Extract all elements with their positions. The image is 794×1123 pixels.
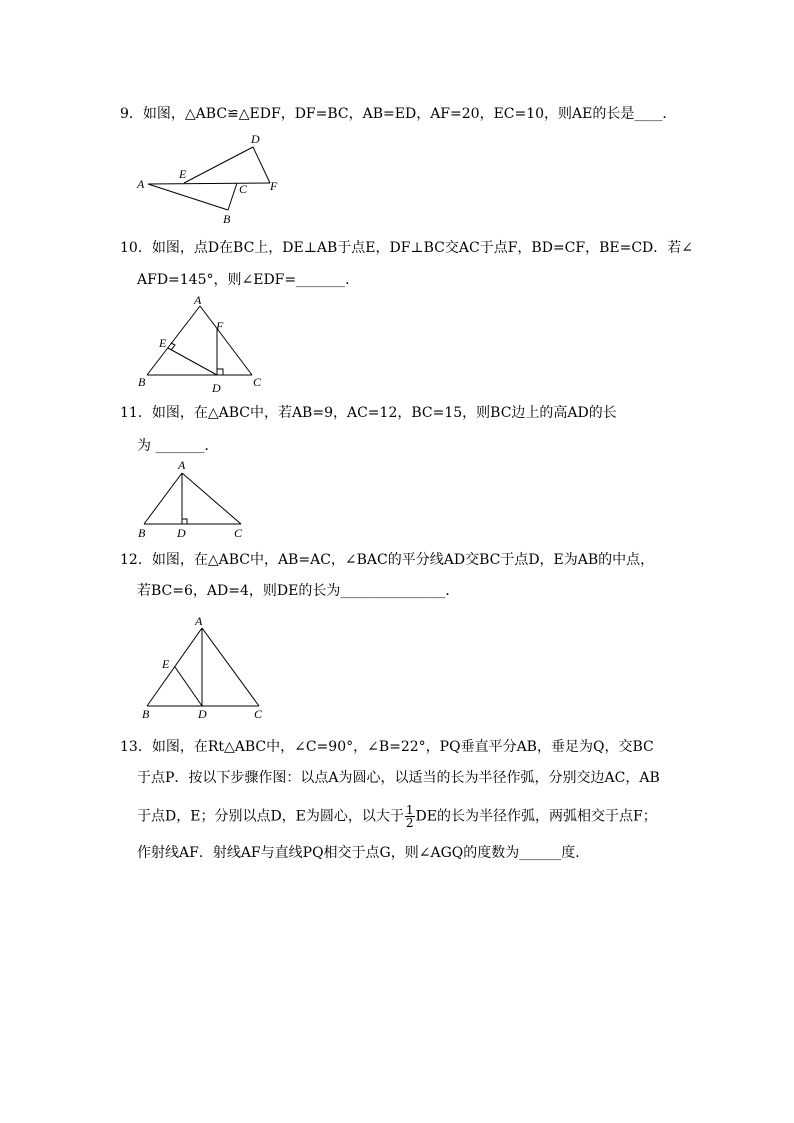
segment-de [175,667,202,706]
segment-ac [200,306,252,375]
label-c: C [234,526,243,540]
label-d: D [251,132,260,146]
question-12-line-1: 12．如图，在△ABC中，AB=AC，∠BAC的平分线AD交BC于点D，E为AB的中点， [120,552,655,568]
question-13-line-4: 作射线AF．射线AF与直线PQ相交于点G，则∠AGQ的度数为______度． [137,845,590,861]
label-b: B [138,526,146,540]
label-c: C [254,707,263,721]
right-angle-mark-e [171,343,175,350]
label-c: C [253,375,262,389]
question-10-line-2: AFD=145°，则∠EDF=_______． [137,272,360,288]
label-b: B [138,375,146,389]
segment-ac [202,628,259,706]
question-12-figure [135,613,275,723]
label-c: C [239,182,248,196]
label-a: A [195,614,203,628]
question-12-line-2: 若BC=6，AD=4，则DE的长为_______________． [137,583,460,599]
label-a: A [178,458,186,472]
label-e: E [179,167,187,181]
question-9-figure [132,128,292,228]
label-e: E [162,657,170,671]
fraction-numerator: 1 [405,803,414,817]
question-11-line-1: 11．如图，在△ABC中，若AB=9，AC=12，BC=15，则BC边上的高AD的长 [120,405,617,421]
segment-bc [228,183,237,210]
label-a: A [137,177,145,191]
question-11-line-2: 为 _______． [137,438,219,454]
question-13-line-3 [137,804,657,829]
label-b: B [142,707,150,721]
fraction-denominator: 2 [405,816,414,830]
question-13-line-3-start: 于点D，E；分别以点D，E为圆心，以大于 [137,808,404,825]
segment-af [148,183,270,184]
question-10-figure [135,295,275,395]
question-10-line-1: 10．如图，点D在BC上，DE⊥AB于点E，DF⊥BC交AC于点F，BD=CF，BE=CD．若∠ [120,240,694,256]
segment-ab [144,473,182,524]
question-11-figure [135,455,260,545]
segment-ab [147,306,200,375]
segment-ac [182,473,241,524]
right-angle-mark-d [217,369,223,375]
label-b: B [223,212,231,226]
question-13-line-1: 13．如图，在Rt△ABC中，∠C=90°，∠B=22°，PQ垂直平分AB，垂足为Q，交BC [120,739,654,755]
label-f: F [216,319,224,333]
label-d: D [177,526,186,540]
segment-ab [148,184,228,210]
segment-de [168,348,217,375]
label-a: A [194,295,202,307]
right-angle-mark-d [182,519,187,524]
segment-df [253,147,270,183]
label-e: E [159,336,167,350]
label-f: F [270,179,278,193]
label-d: D [198,707,207,721]
question-9-text: 9．如图，△ABC≌△EDF，DF=BC，AB=ED，AF=20，EC=10，则AE的长是____． [120,106,677,122]
label-d: D [212,381,221,395]
fraction-one-half [405,804,415,829]
question-13-line-2: 于点P．按以下步骤作图：以点A为圆心，以适当的长为半径作弧，分别交边AC，AB [137,770,660,786]
segment-ed [184,147,253,183]
question-13-line-3-end: DE的长为半径作弧，两弧相交于点F； [415,808,657,825]
